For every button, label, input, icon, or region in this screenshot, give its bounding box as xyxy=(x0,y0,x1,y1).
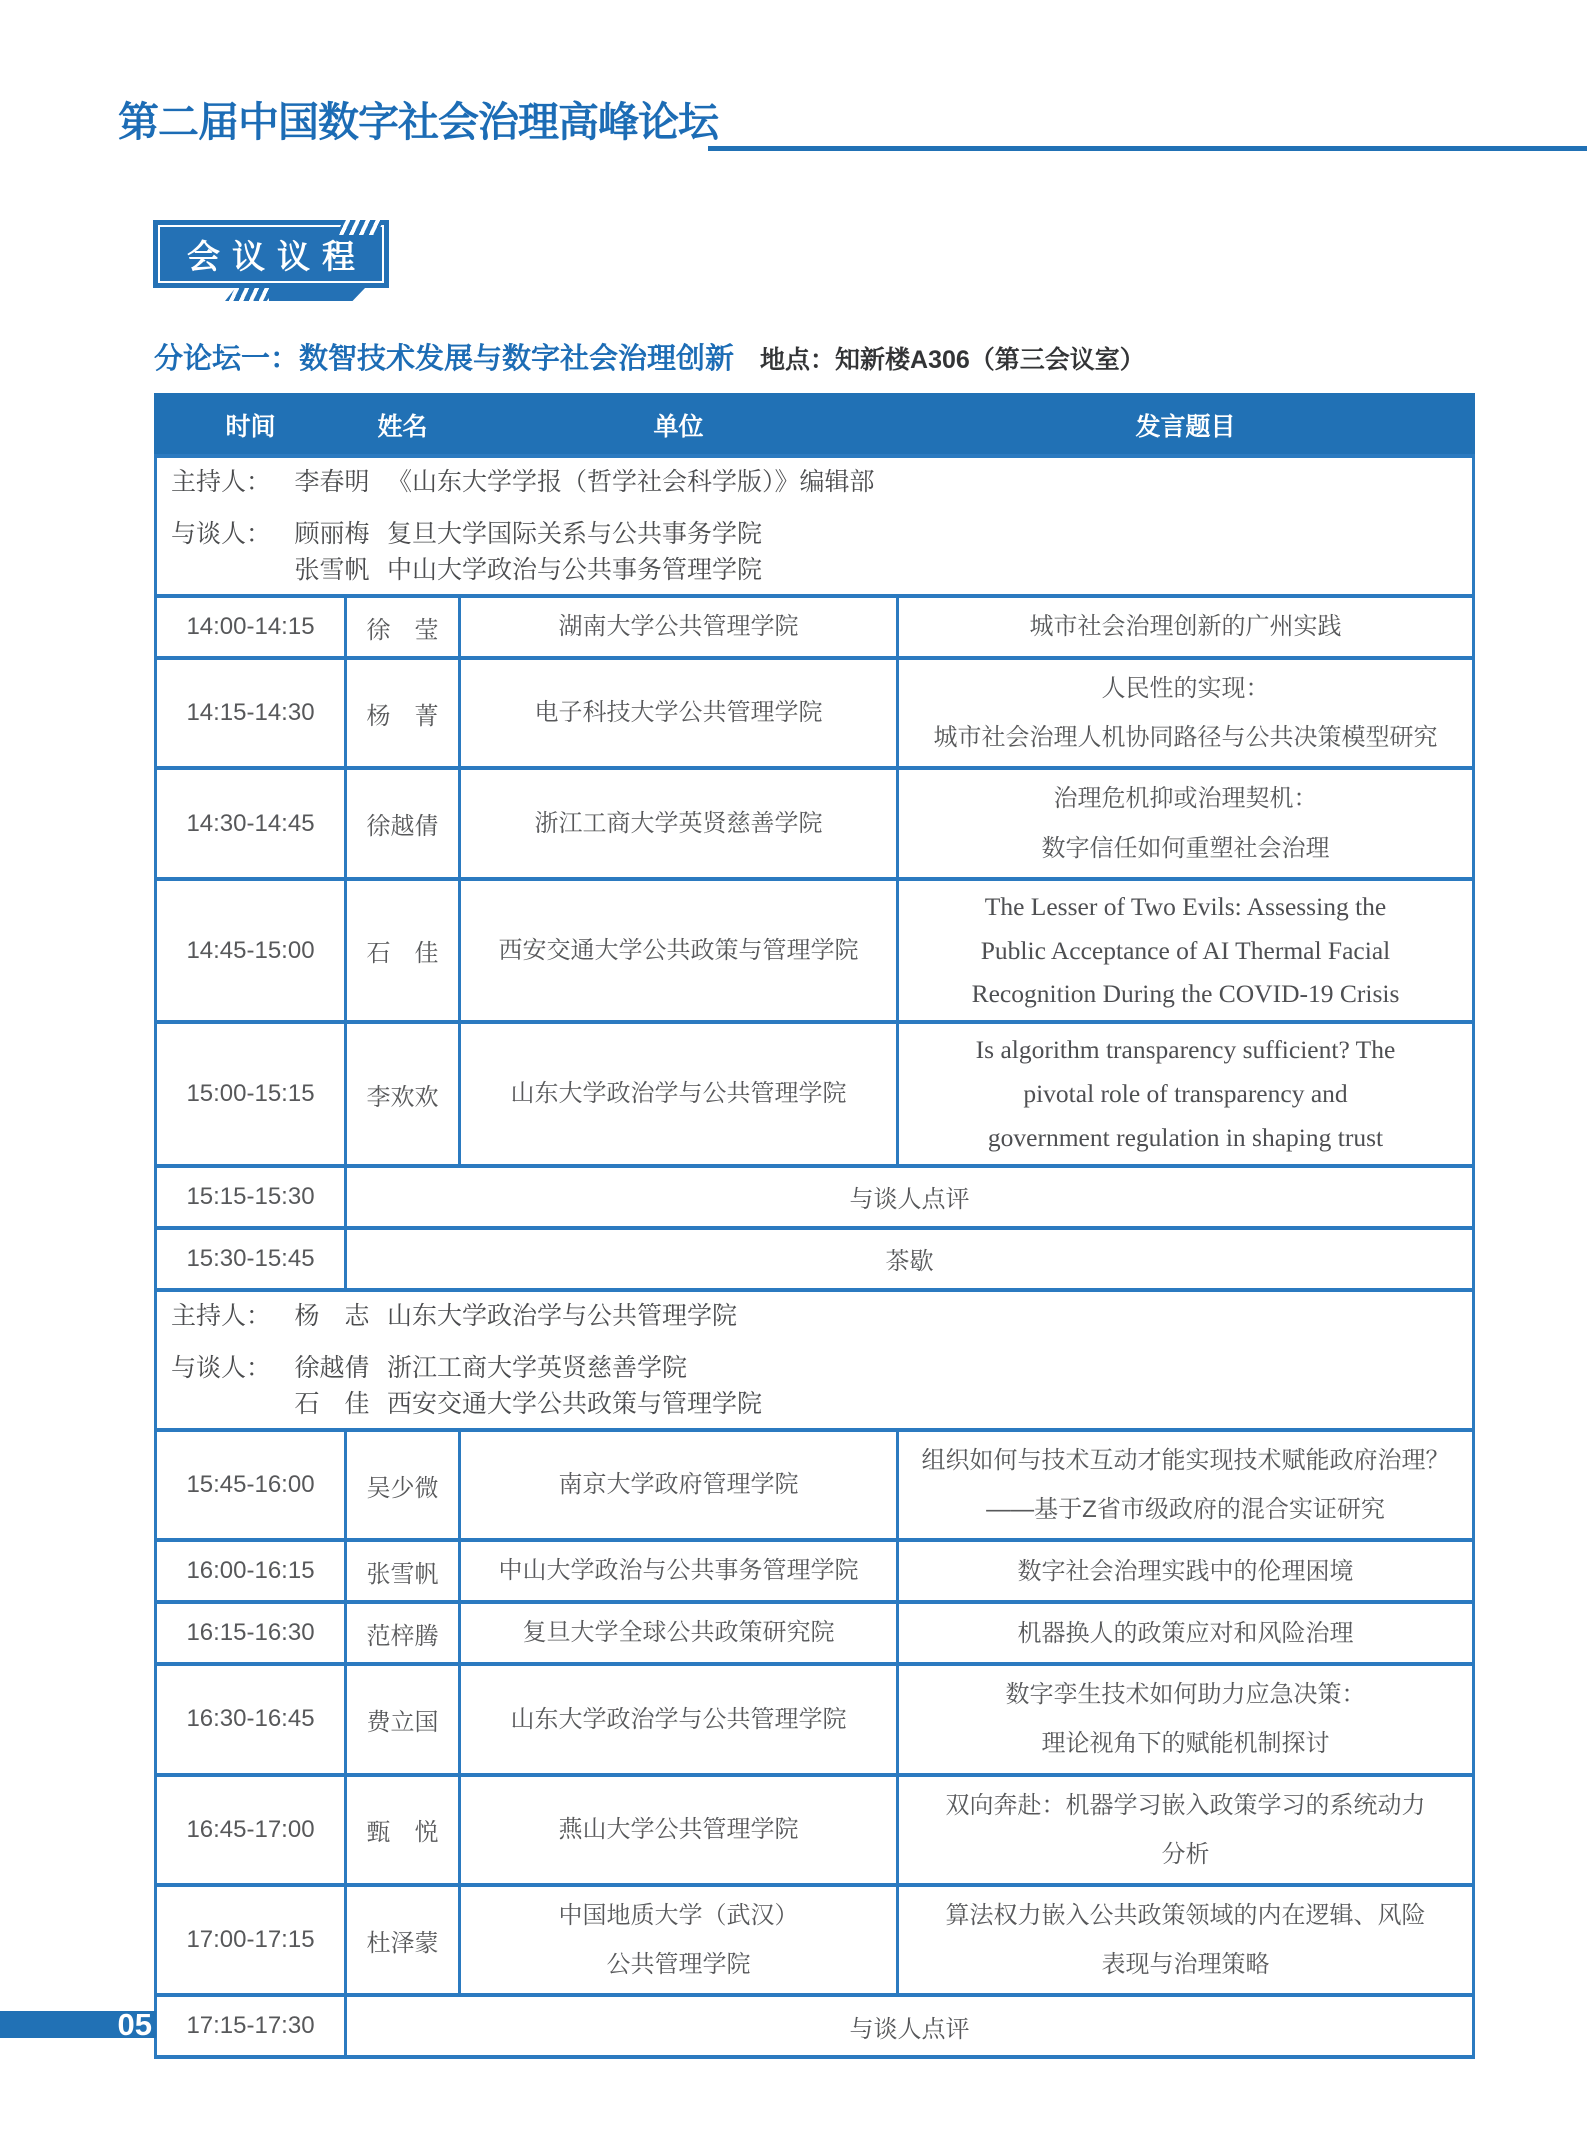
speaker-name-cell: 吴少微 xyxy=(346,1430,460,1540)
speaker-name-cell: 石 佳 xyxy=(346,879,460,1023)
speaker-name-cell: 徐越倩 xyxy=(346,768,460,878)
span-content-cell: 与谈人点评 xyxy=(346,1166,1474,1228)
page-title: 第二届中国数字社会治理高峰论坛 xyxy=(118,99,718,145)
span-content-cell: 与谈人点评 xyxy=(346,1995,1474,2057)
affiliation-cell xyxy=(460,879,898,1023)
topic-cell xyxy=(898,1775,1474,1885)
time-cell: 14:15-14:30 xyxy=(156,658,346,768)
col-header-topic: 发言题目 xyxy=(898,395,1474,457)
time-cell: 15:15-15:30 xyxy=(156,1166,346,1228)
topic-line: 城市社会治理创新的广州实践 xyxy=(1029,613,1342,641)
agenda-table xyxy=(154,393,1475,2059)
col-header-name: 姓名 xyxy=(346,395,460,457)
panel-name: 徐越倩 xyxy=(294,1353,370,1382)
time-cell: 16:00-16:15 xyxy=(156,1540,346,1602)
panel-line xyxy=(165,1386,1464,1422)
affiliation-line: 山东大学政治学与公共管理学院 xyxy=(510,1080,847,1108)
time-cell: 14:30-14:45 xyxy=(156,768,346,878)
speaker-name-cell: 李欢欢 xyxy=(346,1022,460,1166)
affiliation-line: 中国地质大学（武汉） xyxy=(558,1902,799,1930)
talk-row xyxy=(156,1540,1474,1602)
topic-line: 治理危机抑或治理契机： xyxy=(1053,785,1318,813)
affiliation-cell xyxy=(460,1602,898,1664)
time-cell: 17:00-17:15 xyxy=(156,1885,346,1995)
topic-line: 组织如何与技术互动才能实现技术赋能政府治理？ xyxy=(921,1446,1450,1474)
panel-line xyxy=(165,1350,1464,1386)
topic-line: 理论视角下的赋能机制探讨 xyxy=(1041,1730,1330,1758)
topic-cell xyxy=(898,658,1474,768)
speaker-name-cell: 甄 悦 xyxy=(346,1775,460,1885)
topic-line: government regulation in shaping trust xyxy=(987,1123,1384,1153)
panel-line xyxy=(165,516,1464,552)
topic-line: pivotal role of transparency and xyxy=(1023,1079,1348,1109)
panel-line xyxy=(165,464,1464,500)
time-cell: 14:00-14:15 xyxy=(156,596,346,658)
affiliation-cell xyxy=(460,1022,898,1166)
time-cell: 15:00-15:15 xyxy=(156,1022,346,1166)
panel-name: 李春明 xyxy=(294,467,370,496)
time-cell: 14:45-15:00 xyxy=(156,879,346,1023)
topic-line: 分析 xyxy=(1161,1840,1210,1868)
panel-role: 与谈人： xyxy=(170,1353,271,1382)
topic-line: Recognition During the COVID-19 Crisis xyxy=(971,979,1400,1009)
session-location: 地点：知新楼A306（第三会议室） xyxy=(760,346,1145,374)
panel-role xyxy=(165,552,277,588)
affiliation-line: 电子科技大学公共管理学院 xyxy=(534,699,823,727)
panel-name: 石 佳 xyxy=(294,1390,370,1419)
topic-line: 机器换人的政策应对和风险治理 xyxy=(1017,1619,1354,1647)
affiliation-line: 燕山大学公共管理学院 xyxy=(558,1816,799,1844)
panel-org: 西安交通大学公共政策与管理学院 xyxy=(387,1390,763,1419)
topic-line: ——基于Z省市级政府的混合实证研究 xyxy=(986,1496,1385,1524)
moderator-panel-cell xyxy=(156,456,1474,596)
topic-cell xyxy=(898,1885,1474,1995)
page-number: 05 xyxy=(117,2006,152,2042)
affiliation-line: 山东大学政治学与公共管理学院 xyxy=(510,1705,847,1733)
full-width-row xyxy=(156,1228,1474,1290)
speaker-name-cell: 张雪帆 xyxy=(346,1540,460,1602)
panel-org: 中山大学政治与公共事务管理学院 xyxy=(387,556,763,585)
span-content-cell: 茶歇 xyxy=(346,1228,1474,1290)
time-cell: 16:15-16:30 xyxy=(156,1602,346,1664)
col-header-time: 时间 xyxy=(156,395,346,457)
panel-org: 《山东大学学报（哲学社会科学版）》编辑部 xyxy=(387,467,875,496)
full-width-row xyxy=(156,1995,1474,2057)
affiliation-line: 浙江工商大学英贤慈善学院 xyxy=(534,809,823,837)
time-cell: 15:45-16:00 xyxy=(156,1430,346,1540)
panel-org: 浙江工商大学英贤慈善学院 xyxy=(387,1353,688,1382)
topic-line: 数字社会治理实践中的伦理困境 xyxy=(1017,1557,1354,1585)
affiliation-cell xyxy=(460,1430,898,1540)
panel-name: 顾丽梅 xyxy=(294,519,370,548)
session-title: 分论坛一：数智技术发展与数字社会治理创新 xyxy=(154,343,735,375)
affiliation-cell xyxy=(460,596,898,658)
topic-line: 表现与治理策略 xyxy=(1101,1951,1270,1979)
speaker-name-cell: 范梓腾 xyxy=(346,1602,460,1664)
talk-row xyxy=(156,1775,1474,1885)
affiliation-line: 复旦大学全球公共政策研究院 xyxy=(522,1619,835,1647)
agenda-badge-label: 会议议程 xyxy=(187,237,367,275)
time-cell: 15:30-15:45 xyxy=(156,1228,346,1290)
topic-cell xyxy=(898,1430,1474,1540)
footer-bar xyxy=(0,2006,156,2042)
moderator-panel-row xyxy=(156,1290,1474,1430)
talk-row xyxy=(156,596,1474,658)
time-cell: 16:45-17:00 xyxy=(156,1775,346,1885)
affiliation-line: 西安交通大学公共政策与管理学院 xyxy=(498,936,859,964)
speaker-name-cell: 杜泽蒙 xyxy=(346,1885,460,1995)
topic-line: 数字孪生技术如何助力应急决策： xyxy=(1005,1681,1366,1709)
topic-cell xyxy=(898,596,1474,658)
title-underline xyxy=(708,146,1587,151)
affiliation-line: 中山大学政治与公共事务管理学院 xyxy=(498,1557,859,1585)
affiliation-line: 湖南大学公共管理学院 xyxy=(558,613,799,641)
affiliation-cell xyxy=(460,1664,898,1774)
speaker-name-cell: 杨 菁 xyxy=(346,658,460,768)
topic-line: Is algorithm transparency sufficient? The xyxy=(975,1035,1396,1065)
topic-line: Public Acceptance of AI Thermal Facial xyxy=(980,935,1391,965)
topic-cell xyxy=(898,1602,1474,1664)
topic-line: 算法权力嵌入公共政策领域的内在逻辑、风险 xyxy=(945,1902,1426,1930)
affiliation-line: 南京大学政府管理学院 xyxy=(558,1471,799,1499)
topic-cell xyxy=(898,879,1474,1023)
affiliation-cell xyxy=(460,1885,898,1995)
panel-role: 与谈人： xyxy=(170,519,271,548)
panel-role: 主持人： xyxy=(170,1301,271,1330)
affiliation-cell xyxy=(460,1540,898,1602)
panel-org: 山东大学政治学与公共管理学院 xyxy=(387,1301,738,1330)
topic-cell xyxy=(898,1540,1474,1602)
col-header-affiliation: 单位 xyxy=(460,395,898,457)
panel-line xyxy=(165,1298,1464,1334)
topic-cell xyxy=(898,768,1474,878)
speaker-name-cell: 费立国 xyxy=(346,1664,460,1774)
talk-row xyxy=(156,1664,1474,1774)
affiliation-line: 公共管理学院 xyxy=(606,1951,751,1979)
time-cell: 16:30-16:45 xyxy=(156,1664,346,1774)
talk-row xyxy=(156,1430,1474,1540)
panel-org: 复旦大学国际关系与公共事务学院 xyxy=(387,519,763,548)
topic-line: 人民性的实现： xyxy=(1101,675,1270,702)
topic-line: 数字信任如何重塑社会治理 xyxy=(1041,834,1330,862)
full-width-row xyxy=(156,1166,1474,1228)
panel-line xyxy=(165,552,1464,588)
panel-role: 主持人： xyxy=(170,467,271,496)
panel-role xyxy=(165,1386,277,1422)
agenda-badge xyxy=(153,220,389,288)
topic-cell xyxy=(898,1664,1474,1774)
table-header-row xyxy=(156,395,1474,457)
speaker-name-cell: 徐 莹 xyxy=(346,596,460,658)
panel-name: 张雪帆 xyxy=(294,556,370,585)
time-cell: 17:15-17:30 xyxy=(156,1995,346,2057)
talk-row xyxy=(156,1022,1474,1166)
session-header xyxy=(154,336,1145,377)
badge-tail-solid-decoration xyxy=(269,288,365,301)
affiliation-cell xyxy=(460,658,898,768)
panel-name: 杨 志 xyxy=(294,1301,370,1330)
moderator-panel-cell xyxy=(156,1290,1474,1430)
talk-row xyxy=(156,768,1474,878)
moderator-panel-row xyxy=(156,456,1474,596)
topic-line: 城市社会治理人机协同路径与公共决策模型研究 xyxy=(933,724,1438,752)
topic-line: The Lesser of Two Evils: Assessing the xyxy=(984,891,1387,921)
topic-cell xyxy=(898,1022,1474,1166)
topic-line: 双向奔赴：机器学习嵌入政策学习的系统动力 xyxy=(945,1791,1426,1819)
talk-row xyxy=(156,1885,1474,1995)
talk-row xyxy=(156,879,1474,1023)
affiliation-cell xyxy=(460,1775,898,1885)
affiliation-cell xyxy=(460,768,898,878)
talk-row xyxy=(156,1602,1474,1664)
talk-row xyxy=(156,658,1474,768)
